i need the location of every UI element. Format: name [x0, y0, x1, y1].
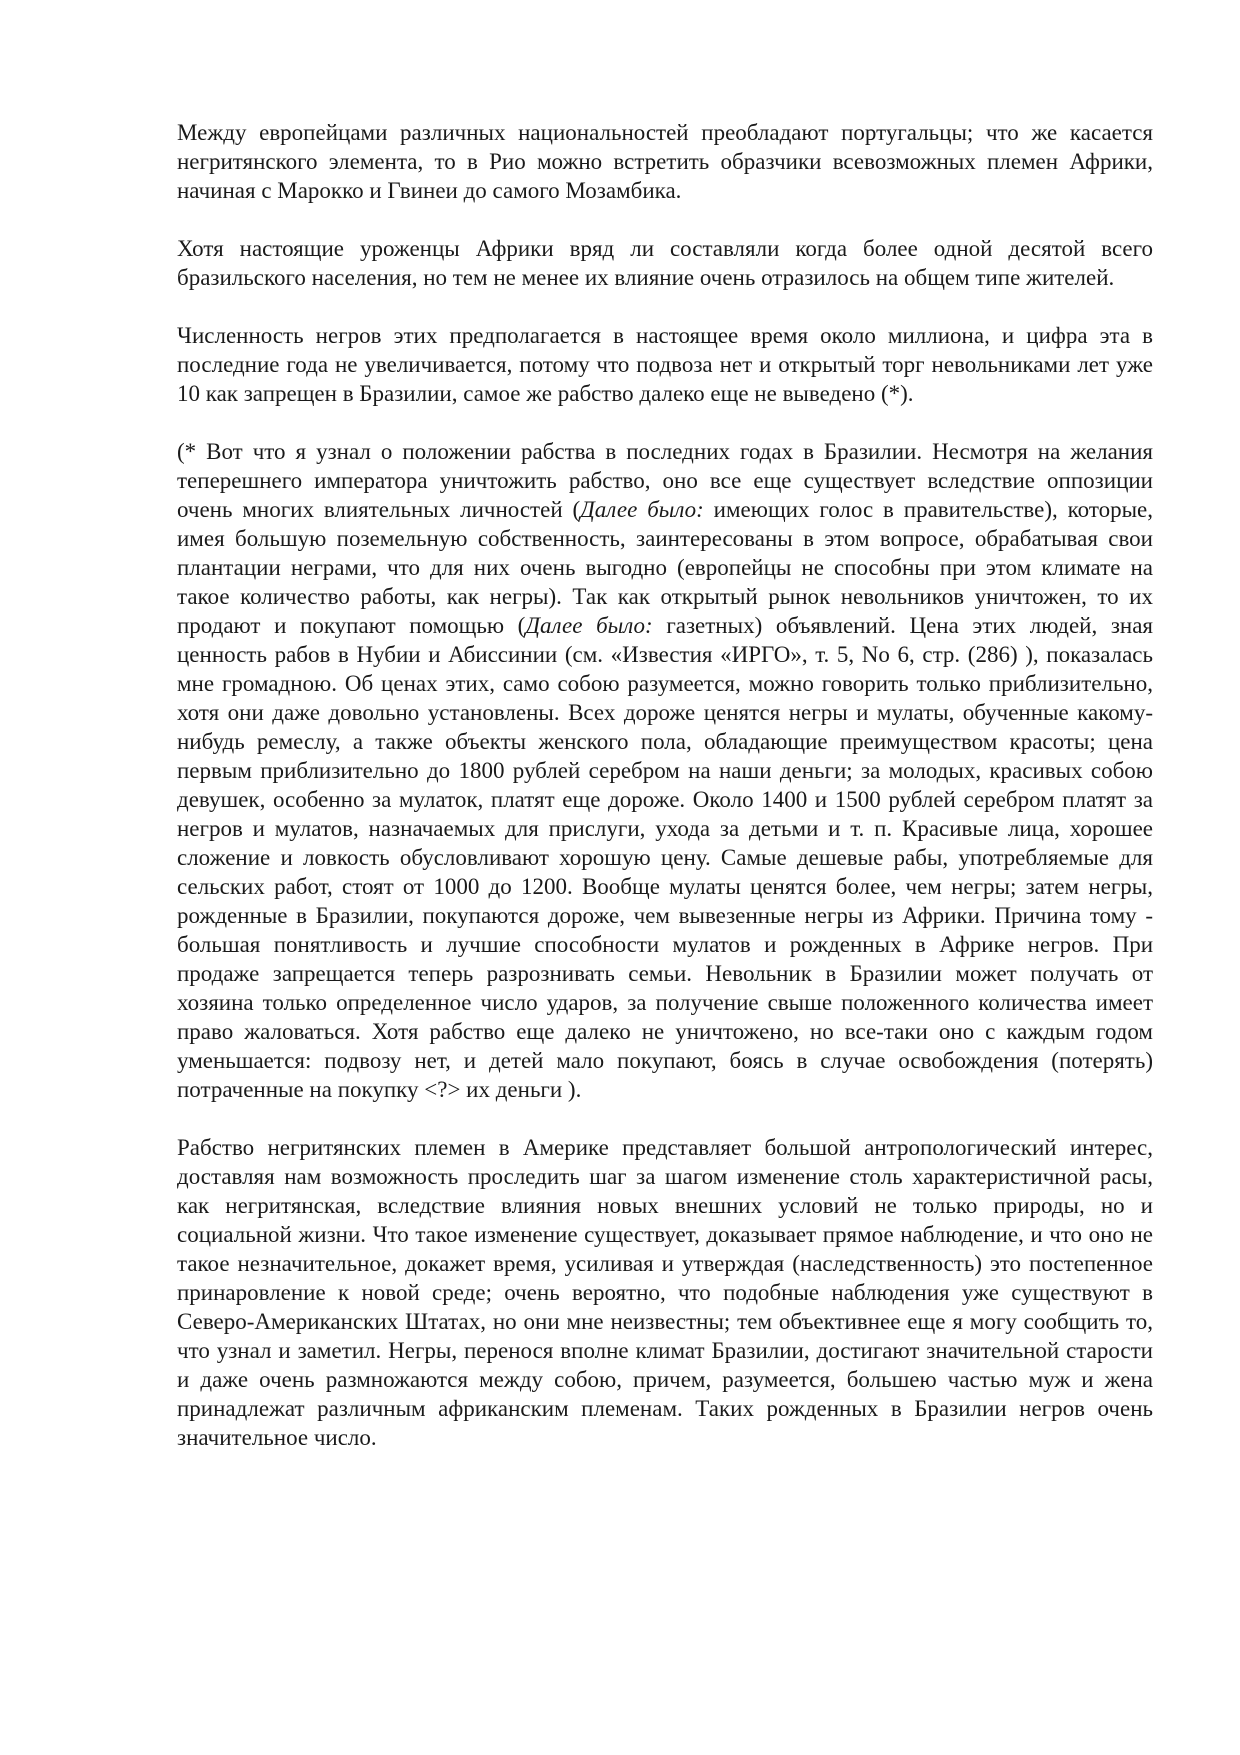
paragraph-text: Хотя настоящие уроженцы Африки вряд ли составляли когда более одной десятой всего бразильского населения, но тем не менее их влияние очень отразилось на общем типе жителей.: [177, 236, 1153, 290]
paragraph: [177, 1133, 1153, 1452]
paragraph-text: Между европейцами различных национальностей преобладают португальцы; что же касается негритянского элемента, то в Рио можно встретить образчики всевозможных племен Африки, начиная с Марокко и Гвинеи до самого Мозамбика.: [177, 120, 1153, 203]
paragraph-text: Численность негров этих предполагается в настоящее время около миллиона, и цифра эта в последние года не увеличивается, потому что подвоза нет и открытый торг невольниками лет уже 10 как запрещен в Бразилии, самое же рабство далеко еще не выведено (*).: [177, 323, 1153, 406]
paragraph: [177, 234, 1153, 292]
paragraph: [177, 437, 1153, 1104]
paragraph: [177, 118, 1153, 205]
document-body: [177, 118, 1153, 1481]
paragraph-text: газетных) объявлений. Цена этих людей, зная ценность рабов в Нубии и Абиссинии (см. «Известия «ИРГО», т. 5, No 6, стр. (286) ), показалась мне громадною. Об ценах этих, само собою разумеется, можно говорить только приблизительно, хотя они даже довольно установлены. Всех дороже ценятся негры и мулаты, обученные какому-нибудь ремеслу, а также объекты женского пола, обладающие преимуществом красоты; цена первым приблизительно до 1800 рублей серебром на наши деньги; за молодых, красивых собою девушек, особенно за мулаток, платят еще дороже. Около 1400 и 1500 рублей серебром платят за негров и мулатов, назначаемых для прислуги, ухода за детьми и т. п. Красивые лица, хорошее сложение и ловкость обусловливают хорошую цену. Самые дешевые рабы, употребляемые для сельских работ, стоят от 1000 до 1200. Вообще мулаты ценятся более, чем негры; затем негры, рожденные в Бразилии, покупаются дороже, чем вывезенные негры из Африки. Причина тому - большая понятливость и лучшие способности мулатов и рожденных в Африке негров. При продаже запрещается теперь разрознивать семьи. Невольник в Бразилии может получать от хозяина только определенное число ударов, за получение свыше положенного количества имеет право жаловаться. Хотя рабство еще далеко не уничтожено, но все-таки оно с каждым годом уменьшается: подвозу нет, и детей мало покупают, боясь в случае освобождения (потерять) потраченные на покупку <?> их деньги ).: [177, 613, 1154, 1102]
paragraph-text: Рабство негритянских племен в Америке представляет большой антропологический интерес, доставляя нам возможность проследить шаг за шагом изменение столь характеристичной расы, как негритянская, вследствие влияния новых внешних условий не только природы, но и социальной жизни. Что такое изменение существует, доказывает прямое наблюдение, и что оно не такое незначительное, докажет время, усиливая и утверждая (наследственность) это постепенное принаровление к новой среде; очень вероятно, что подобные наблюдения уже существуют в Северо-Американских Штатах, но они мне неизвестны; тем объективнее еще я могу сообщить то, что узнал и заметил. Негры, перенося вполне климат Бразилии, достигают значительной старости и даже очень размножаются между собою, причем, разумеется, большею частью муж и жена принадлежат различным африканским племенам. Таких рожденных в Бразилии негров очень значительное число.: [177, 1135, 1153, 1450]
editorial-note: Далее было:: [525, 613, 653, 638]
paragraph-text: имеющих голос в правительстве), которые, имея большую поземельную собственность, заинтересованы в этом вопросе, обрабатывая свои плантации неграми, что для них очень выгодно (европейцы не способны при этом климате на такое количество работы, как негры). Так как открытый рынок невольников уничтожен, то их продают и покупают помощью (: [177, 497, 1154, 638]
editorial-note: Далее было:: [580, 497, 704, 522]
paragraph-text: (* Вот что я узнал о положении рабства в последних годах в Бразилии. Несмотря на желания теперешнего императора уничтожить рабство, оно все еще существует вследствие оппозиции очень многих влиятельных личностей (: [177, 439, 1153, 522]
paragraph: [177, 321, 1153, 408]
